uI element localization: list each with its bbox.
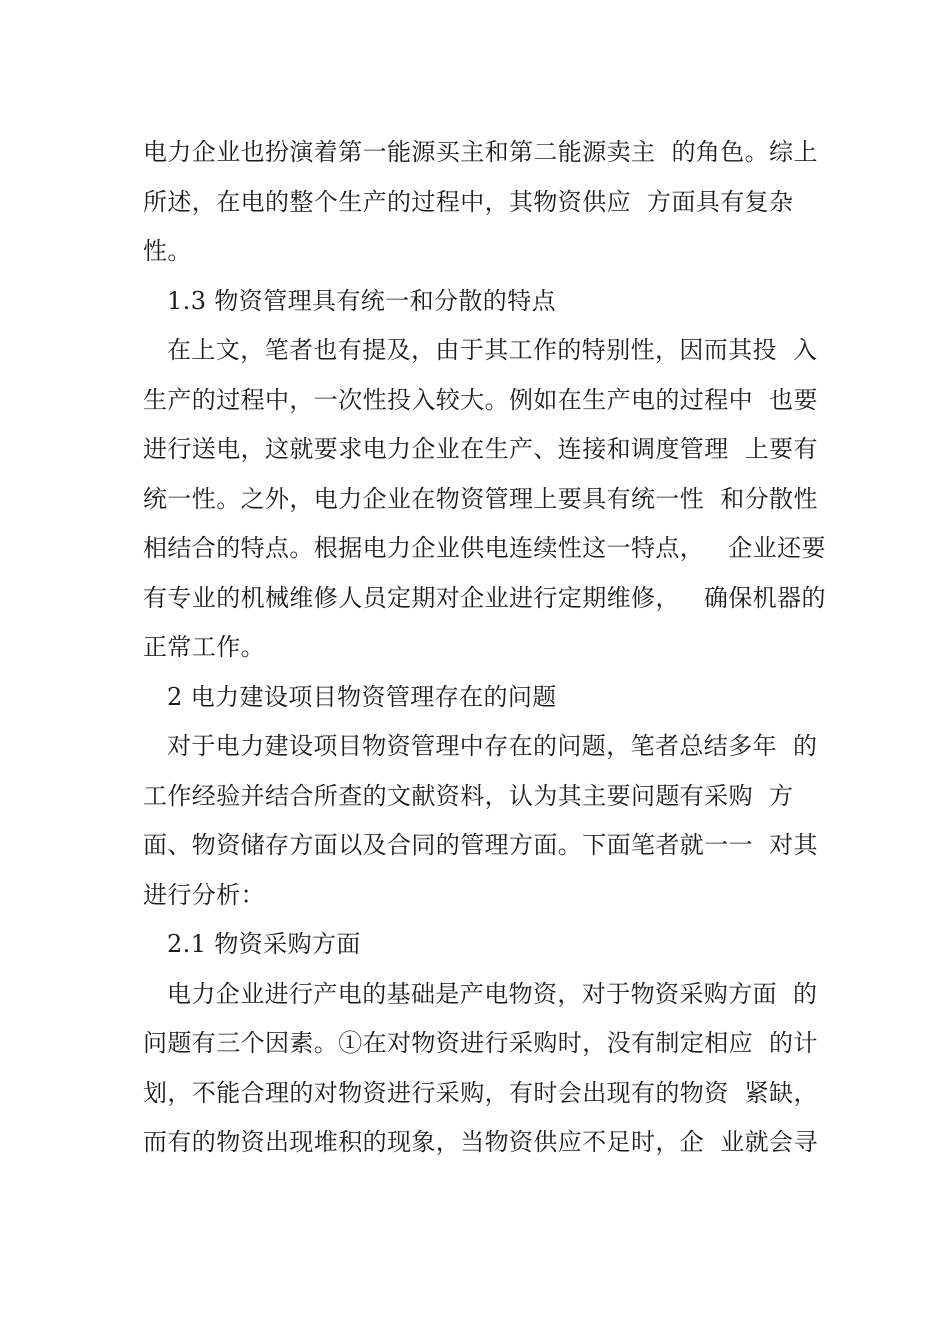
text-line: 面、物资储存方面以及合同的管理方面。下面笔者就一一 对其 (143, 831, 818, 859)
text-line: 在上文，笔者也有提及，由于其工作的特别性，因而其投 入 (167, 336, 818, 364)
text-line: 正常工作。 (143, 633, 265, 661)
text-line: 进行送电，这就要求电力企业在生产、连接和调度管理 上要有 (143, 435, 818, 463)
text-line: 电力企业进行产电的基础是产电物资，对于物资采购方面 的 (167, 979, 818, 1008)
text-line: 所述，在电的整个生产的过程中，其物资供应 方面具有复杂 (143, 187, 794, 216)
text-line: 生产的过程中，一次性投入较大。例如在生产电的过程中 也要 (143, 385, 818, 414)
text-line: 进行分析： (143, 880, 265, 909)
text-line: 对于电力建设项目物资管理中存在的问题，笔者总结多年 的 (167, 732, 818, 760)
text-line: 而有的物资出现堆积的现象，当物资供应不足时，企 业就会寻 (143, 1128, 818, 1156)
text-line: 工作经验并结合所查的文献资料，认为其主要问题有采购 方 (143, 781, 794, 810)
section-heading: 2 电力建设项目物资管理存在的问题 (167, 682, 557, 711)
text-line: 统一性。之外，电力企业在物资管理上要具有统一性 和分散性 (143, 484, 818, 513)
text-line: 相结合的特点。根据电力企业供电连续性这一特点， 企业还要 (143, 534, 826, 562)
text-line: 有专业的机械维修人员定期对企业进行定期维修， 确保机器的 (143, 583, 826, 612)
section-heading: 2.1 物资采购方面 (167, 930, 361, 958)
section-heading: 1.3 物资管理具有统一和分散的特点 (167, 286, 556, 315)
text-line: 问题有三个因素。①在对物资进行采购时，没有制定相应 的计 (143, 1029, 818, 1057)
text-line: 性。 (143, 237, 192, 265)
document-body (143, 128, 833, 1168)
text-line: 电力企业也扮演着第一能源买主和第二能源卖主 的角色。综上 (143, 138, 818, 166)
text-line: 划，不能合理的对物资进行采购，有时会出现有的物资 紧缺， (143, 1078, 818, 1107)
